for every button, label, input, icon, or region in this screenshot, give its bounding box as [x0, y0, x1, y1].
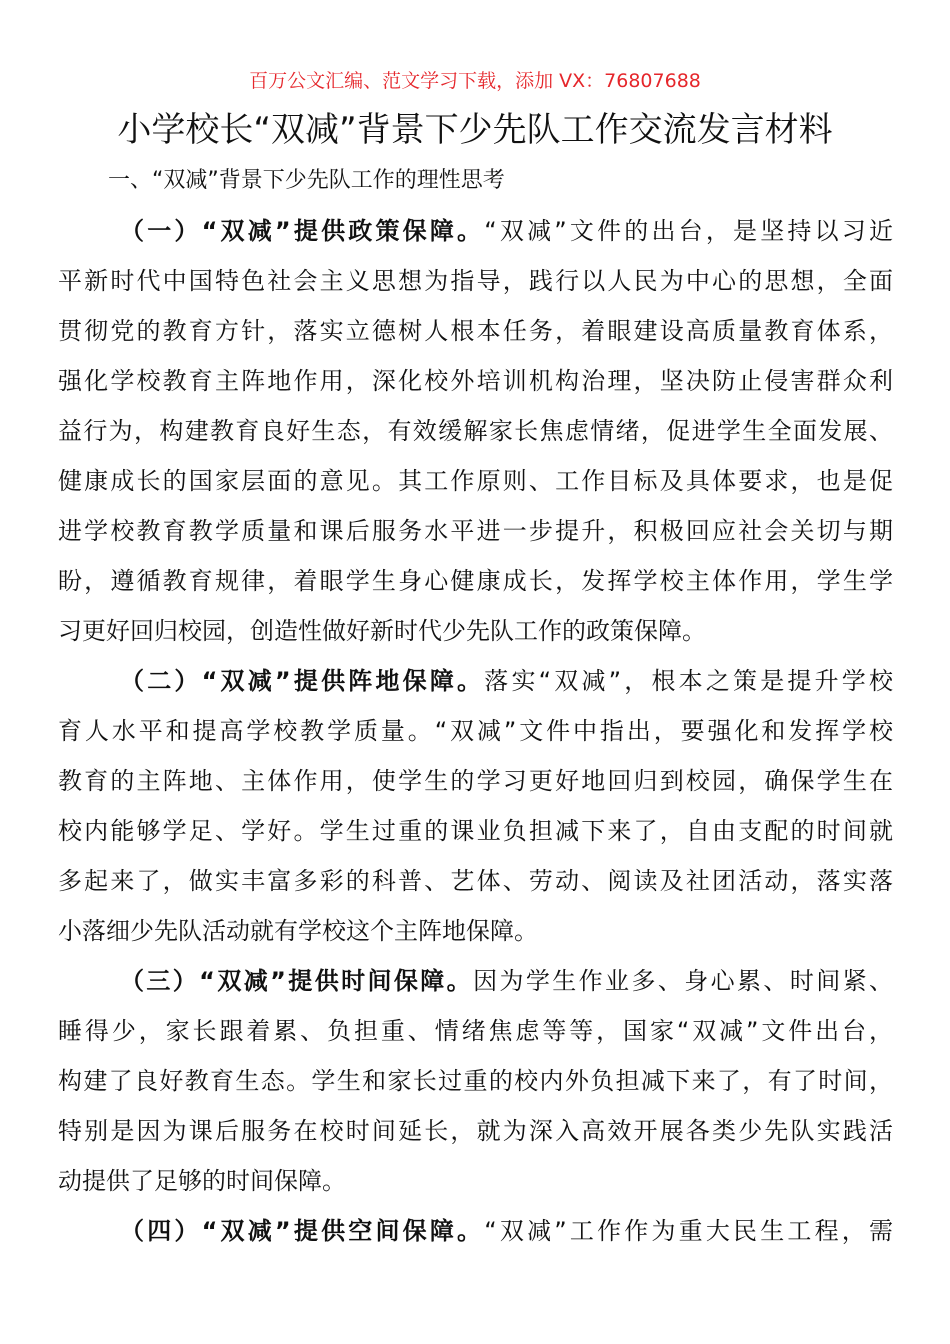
paragraph [58, 206, 893, 656]
paragraph-line [58, 1056, 893, 1106]
section-heading: 一、“双减”背景下少先队工作的理性思考 [108, 168, 505, 193]
paragraph-line [58, 356, 893, 406]
document-title: 小学校长“双减”背景下少先队工作交流发言材料 [117, 110, 833, 150]
paragraph-text: 校内能够学足、学好。学生过重的课业负担减下来了，自由支配的时间就 [58, 817, 893, 845]
paragraph-text: 贯彻党的教育方针，落实立德树人根本任务，着眼建设高质量教育体系， [58, 317, 893, 345]
paragraph-line [58, 706, 893, 756]
paragraph-lead: （一）“双减”提供政策保障。 [120, 217, 485, 245]
paragraph-text: 小落细少先队活动就有学校这个主阵地保障。 [58, 917, 538, 945]
paragraph-line [58, 556, 893, 606]
paragraph [58, 1206, 893, 1256]
paragraph-line [58, 906, 893, 956]
paragraph-text: 构建了良好教育生态。学生和家长过重的校内外负担减下来了，有了时间， [58, 1067, 893, 1095]
paragraph-text: 习更好回归校园，创造性做好新时代少先队工作的政策保障。 [58, 617, 706, 645]
paragraph-text: 进学校教育教学质量和课后服务水平进一步提升，积极回应社会关切与期 [58, 517, 893, 545]
paragraph-lead: （三）“双减”提供时间保障。 [120, 967, 474, 995]
paragraph-line [58, 456, 893, 506]
paragraph-line [58, 956, 893, 1006]
paragraph-text: 益行为，构建教育良好生态，有效缓解家长焦虑情绪，促进学生全面发展、 [58, 417, 893, 445]
paragraph-line [58, 1156, 893, 1206]
paragraph-line [58, 1006, 893, 1056]
paragraph-line [58, 506, 893, 556]
paragraph-text: 特别是因为课后服务在校时间延长，就为深入高效开展各类少先队实践活 [58, 1117, 893, 1145]
paragraph-text: 教育的主阵地、主体作用，使学生的学习更好地回归到校园，确保学生在 [58, 767, 893, 795]
paragraph-text: “双减”工作作为重大民生工程，需 [484, 1217, 894, 1245]
watermark-banner: 百万公文汇编、范文学习下载，添加 VX：76807688 [249, 70, 701, 92]
document-body [58, 206, 893, 1256]
paragraph-lead: （二）“双减”提供阵地保障。 [120, 667, 485, 695]
paragraph-text: 平新时代中国特色社会主义思想为指导，践行以人民为中心的思想，全面 [58, 267, 893, 295]
paragraph-text: 育人水平和提高学校教学质量。“双减”文件中指出，要强化和发挥学校 [58, 717, 893, 745]
paragraph-text: “双减”文件的出台，是坚持以习近 [484, 217, 894, 245]
paragraph-text: 强化学校教育主阵地作用，深化校外培训机构治理，坚决防止侵害群众利 [58, 367, 893, 395]
paragraph-text: 落实“双减”，根本之策是提升学校 [484, 667, 894, 695]
paragraph [58, 956, 893, 1206]
paragraph-line [58, 1206, 893, 1256]
paragraph-text: 盼，遵循教育规律，着眼学生身心健康成长，发挥学校主体作用，学生学 [58, 567, 893, 595]
paragraph-line [58, 406, 893, 456]
paragraph-line [58, 606, 893, 656]
paragraph [58, 656, 893, 956]
paragraph-line [58, 806, 893, 856]
paragraph-line [58, 206, 893, 256]
paragraph-text: 因为学生作业多、身心累、时间紧、 [473, 967, 894, 995]
paragraph-line [58, 656, 893, 706]
paragraph-text: 动提供了足够的时间保障。 [58, 1167, 346, 1195]
paragraph-line [58, 306, 893, 356]
paragraph-text: 睡得少，家长跟着累、负担重、情绪焦虑等等，国家“双减”文件出台， [58, 1017, 893, 1045]
paragraph-line [58, 256, 893, 306]
paragraph-lead: （四）“双减”提供空间保障。 [120, 1217, 485, 1245]
paragraph-line [58, 856, 893, 906]
paragraph-line [58, 1106, 893, 1156]
paragraph-line [58, 756, 893, 806]
paragraph-text: 健康成长的国家层面的意见。其工作原则、工作目标及具体要求，也是促 [58, 467, 893, 495]
paragraph-text: 多起来了，做实丰富多彩的科普、艺体、劳动、阅读及社团活动，落实落 [58, 867, 893, 895]
